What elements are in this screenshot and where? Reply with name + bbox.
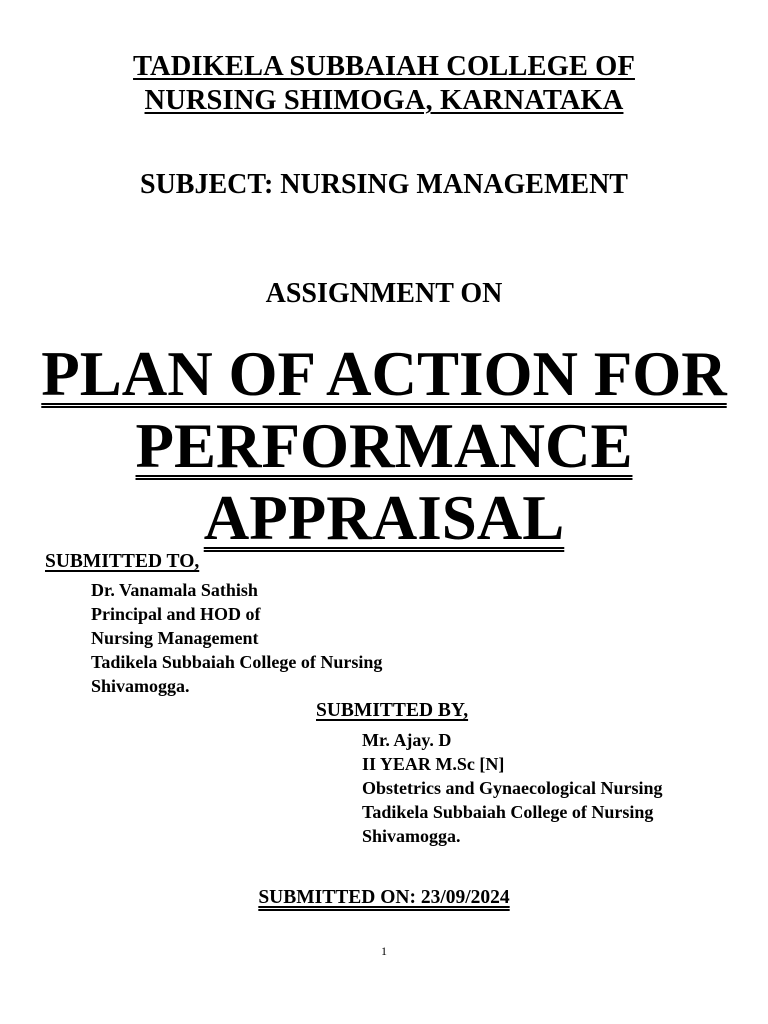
submitted-by-line: Mr. Ajay. D — [362, 730, 452, 750]
page-number: 1 — [381, 944, 387, 958]
college-name-line-2: NURSING SHIMOGA, KARNATAKA — [144, 85, 624, 116]
submitted-to-heading — [45, 550, 199, 574]
submitted-by-line: II YEAR M.Sc [N] — [362, 754, 505, 774]
college-name-line-1: TADIKELA SUBBAIAH COLLEGE OF — [133, 51, 635, 82]
submitted-to-line: Tadikela Subbaiah College of Nursing — [91, 652, 383, 672]
submitted-to-details — [91, 578, 382, 698]
assignment-title-line-2: PERFORMANCE — [135, 411, 633, 481]
submitted-on-text: SUBMITTED ON: 23/09/2024 — [258, 887, 510, 908]
submitted-to-line: Principal and HOD of — [91, 604, 261, 624]
college-name — [0, 50, 768, 118]
submitted-to-line: Dr. Vanamala Sathish — [91, 580, 258, 600]
submitted-by-details — [362, 728, 663, 848]
subject-heading: SUBJECT: NURSING MANAGEMENT — [140, 169, 628, 200]
submitted-to-line: Nursing Management — [91, 628, 259, 648]
submitted-by-heading — [316, 699, 468, 723]
assignment-title — [0, 338, 768, 554]
submitted-to-line: Shivamogga. — [91, 676, 190, 696]
submitted-to-heading-text: SUBMITTED TO, — [45, 551, 200, 572]
submitted-by-heading-text: SUBMITTED BY, — [316, 700, 469, 721]
assignment-title-line-3: APPRAISAL — [203, 483, 565, 553]
submitted-by-line: Shivamogga. — [362, 826, 461, 846]
submitted-by-line: Obstetrics and Gynaecological Nursing — [362, 778, 663, 798]
submitted-by-line: Tadikela Subbaiah College of Nursing — [362, 802, 654, 822]
assignment-on-heading: ASSIGNMENT ON — [265, 278, 503, 309]
submitted-on — [0, 886, 768, 910]
assignment-title-line-1: PLAN OF ACTION FOR — [41, 339, 727, 409]
